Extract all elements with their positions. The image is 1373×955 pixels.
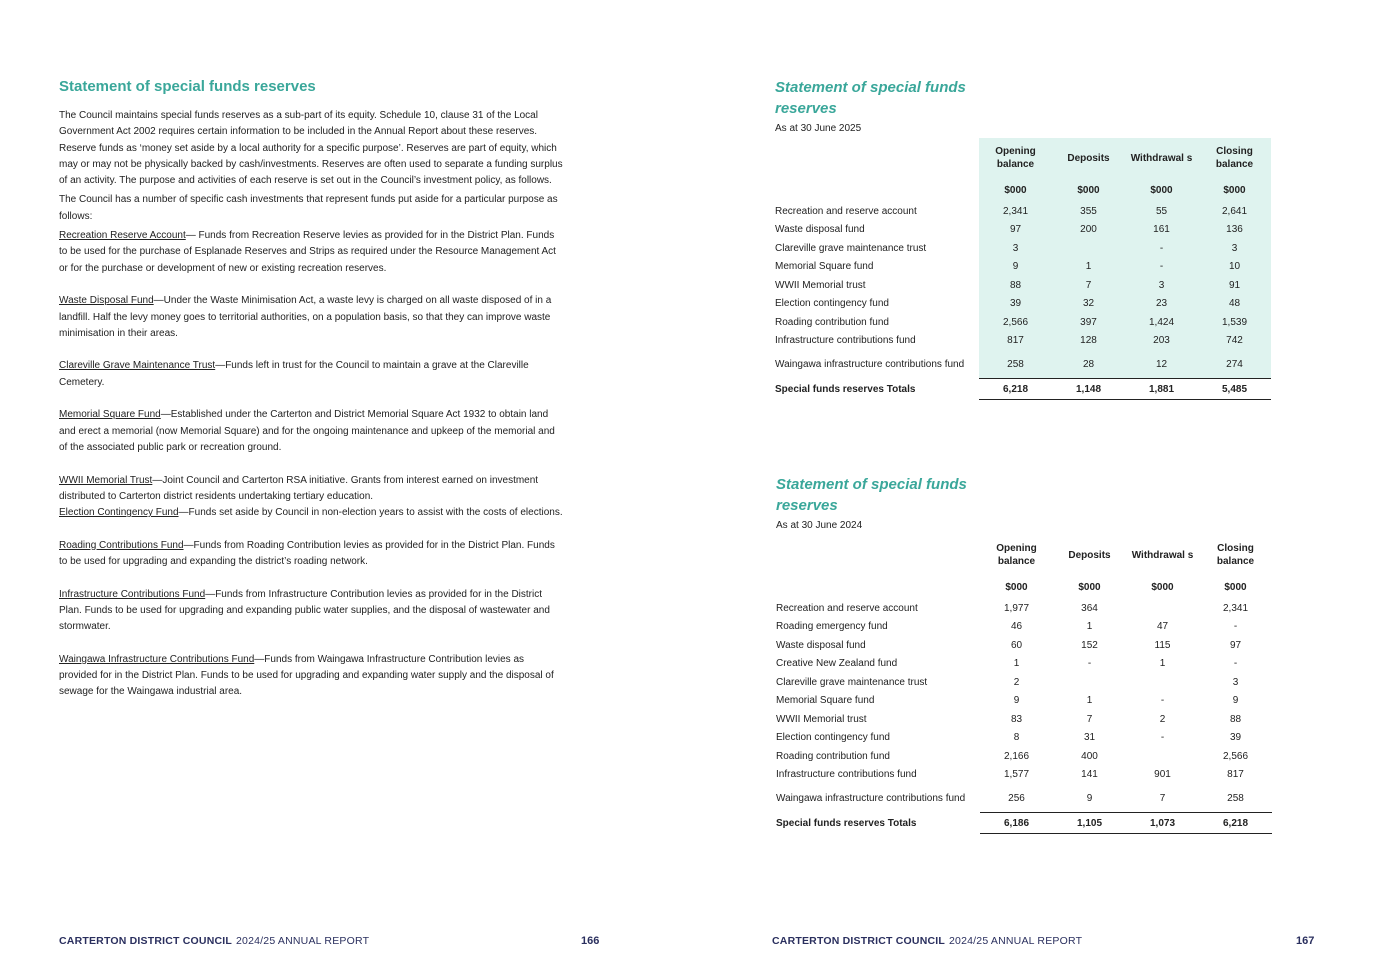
fund-name: Clareville Grave Maintenance Trust	[59, 360, 216, 372]
intro-paragraph: The Council has a number of specific cash investments that represent funds put aside for a particular purpose as follows:	[59, 194, 558, 222]
fund-name: Waste Disposal Fund	[59, 295, 154, 307]
footer-org: CARTERTON DISTRICT COUNCIL	[59, 935, 232, 947]
table-row: Clareville grave maintenance trust 2 3	[776, 676, 1239, 688]
table-header-row	[776, 535, 1272, 575]
table-total-row: Special funds reserves Totals 6,186 1,105 1,073 6,218	[776, 813, 1272, 834]
column-header: Withdrawal s	[1125, 138, 1198, 178]
fund-description: Waingawa Infrastructure Contributions Fund—Funds from Waingawa Infrastructure Contribution levies as provided for in the District Plan. Funds to be used for upgrading and expanding water supply and the disposal of sewage for the Waingawa industrial area.	[59, 653, 554, 698]
column-header: Opening balance	[996, 543, 1037, 567]
fund-description: Waste Disposal Fund—Under the Waste Minimisation Act, a waste levy is charged on all waste disposed of in a landfill. Half the levy money goes to territorial authorities, on a population basis, so that they can improve waste minimisation in their areas.	[59, 295, 552, 339]
column-header: Opening balance	[979, 138, 1052, 178]
page-number: 166	[581, 935, 600, 947]
page-footer	[59, 935, 369, 947]
footer-report: 2024/25 ANNUAL REPORT	[236, 935, 370, 947]
fund-name: Waingawa Infrastructure Contributions Fund	[59, 653, 255, 665]
table-row: Election contingency fund 39 32 23 48	[775, 295, 1271, 314]
page-number: 167	[1296, 935, 1315, 947]
table-row: Creative New Zealand fund 1 - 1 -	[776, 658, 1238, 670]
column-header: Deposits	[1052, 138, 1125, 178]
table-row: Infrastructure contributions fund 817 128 203 742	[775, 332, 1271, 351]
table-row: Waste disposal fund 97 200 161 136	[775, 221, 1271, 240]
fund-description: Memorial Square Fund—Established under the Carterton and District Memorial Square Act 1932 to obtain land and erect a memorial (now Memorial Square) and for the ongoing maintenance and upkeep of the memorial and of the associated public park or recreation ground.	[59, 409, 555, 453]
table-row: Waste disposal fund 60 152 115 97	[776, 639, 1242, 651]
column-header: Closing balance	[1198, 138, 1271, 178]
reserves-description	[59, 108, 564, 701]
intro-paragraph: The Council maintains special funds reserves as a sub-part of its equity. Schedule 10, clause 31 of the Local Government Act 2002 requires certain information to be included in the Annual Report about these reserves. Reserve funds as ‘money set aside by a local authority for a specific purpose’. Reserves are part of equity, which may or may not be physically backed by cash/investments. Reserves are often used to separate a funding surplus of an activity. The purpose and activities of each reserve is set out in the Council’s investment policy, as follows.	[59, 110, 563, 187]
page-footer	[772, 935, 1082, 947]
column-header: Withdrawal s	[1131, 549, 1194, 561]
footer-report: 2024/25 ANNUAL REPORT	[949, 935, 1083, 947]
table-row: Roading contribution fund 2,166 400 2,566	[776, 750, 1249, 762]
table-row: Roading contribution fund 2,566 397 1,424 1,539	[775, 313, 1271, 332]
table-row: WWII Memorial trust 83 7 2 88	[776, 713, 1242, 725]
table-row: Recreation and reserve account 1,977 364 2,341	[776, 602, 1249, 614]
fund-name: Roading Contributions Fund	[59, 539, 184, 551]
unit-row: $000 $000 $000 $000	[1005, 581, 1247, 593]
right-page	[686, 0, 1373, 955]
fund-description: Roading Contributions Fund—Funds from Roading Contribution levies as provided for in the District Plan. Funds to be used for upgrading and expanding the district’s roading network.	[59, 539, 555, 568]
fund-name: Recreation Reserve Account	[59, 230, 186, 242]
fund-name: WWII Memorial Trust	[59, 474, 153, 486]
left-page	[0, 0, 686, 955]
table-row: Waingawa infrastructure contributions fund 258 28 12 274	[775, 350, 1271, 379]
table-title-2024: Statement of special funds reserves	[776, 476, 967, 514]
table-row: Memorial Square fund 9 1 - 10	[775, 258, 1271, 277]
table-row: Clareville grave maintenance trust 3 - 3	[775, 239, 1271, 258]
page-heading: Statement of special funds reserves	[59, 78, 316, 95]
table-row: WWII Memorial trust 88 7 3 91	[775, 276, 1271, 295]
fund-description: Recreation Reserve Account— Funds from Recreation Reserve levies as provided for in the District Plan. Funds to be used for the purchase of Esplanade Reserves and Strips as required under the Resource Management Act or for the purchase or development of new or existing recreation reserves.	[59, 230, 556, 274]
as-at-date-2024: As at 30 June 2024	[776, 520, 863, 531]
fund-name: Infrastructure Contributions Fund	[59, 588, 206, 600]
fund-description: Clareville Grave Maintenance Trust—Funds left in trust for the Council to maintain a grave at the Clareville Cemetery.	[59, 360, 529, 388]
unit-row: $000 $000 $000 $000	[775, 178, 1271, 202]
table-row: Infrastructure contributions fund 1,577 141 901 817	[776, 769, 1244, 781]
table-row: Election contingency fund 8 31 - 39	[776, 732, 1242, 744]
reserves-table-2024	[776, 535, 1272, 834]
table-title-2025: Statement of special funds reserves	[775, 79, 966, 117]
fund-name: Election Contingency Fund	[59, 507, 179, 519]
table-row: Recreation and reserve account 2,341 355 55 2,641	[775, 202, 1271, 221]
fund-description: Infrastructure Contributions Fund—Funds from Infrastructure Contribution levies as provided for in the District Plan. Funds to be used for upgrading and expanding public water supplies, and the disposal of wastewater and stormwater.	[59, 588, 550, 633]
as-at-date-2025: As at 30 June 2025	[775, 123, 862, 134]
column-header: Deposits	[1068, 549, 1111, 561]
fund-description: Election Contingency Fund—Funds set aside by Council in non-election years to assist with the costs of elections.	[59, 507, 563, 519]
table-total-row: Special funds reserves Totals 6,218 1,148 1,881 5,485	[775, 379, 1271, 400]
table-row: Waingawa infrastructure contributions fund 256 9 7 258	[776, 792, 1244, 804]
table-row: Memorial Square fund 9 1 - 9	[776, 695, 1239, 707]
table-header-row	[775, 138, 1271, 178]
column-header: Closing balance	[1216, 543, 1255, 567]
footer-org: CARTERTON DISTRICT COUNCIL	[772, 935, 945, 947]
reserves-table-2025	[775, 138, 1271, 400]
table-row: Roading emergency fund 46 1 47 -	[776, 621, 1238, 633]
fund-description: WWII Memorial Trust—Joint Council and Carterton RSA initiative. Grants from interest earned on investment distributed to Carterton district residents undertaking tertiary education.	[59, 474, 539, 502]
fund-name: Memorial Square Fund	[59, 409, 161, 421]
